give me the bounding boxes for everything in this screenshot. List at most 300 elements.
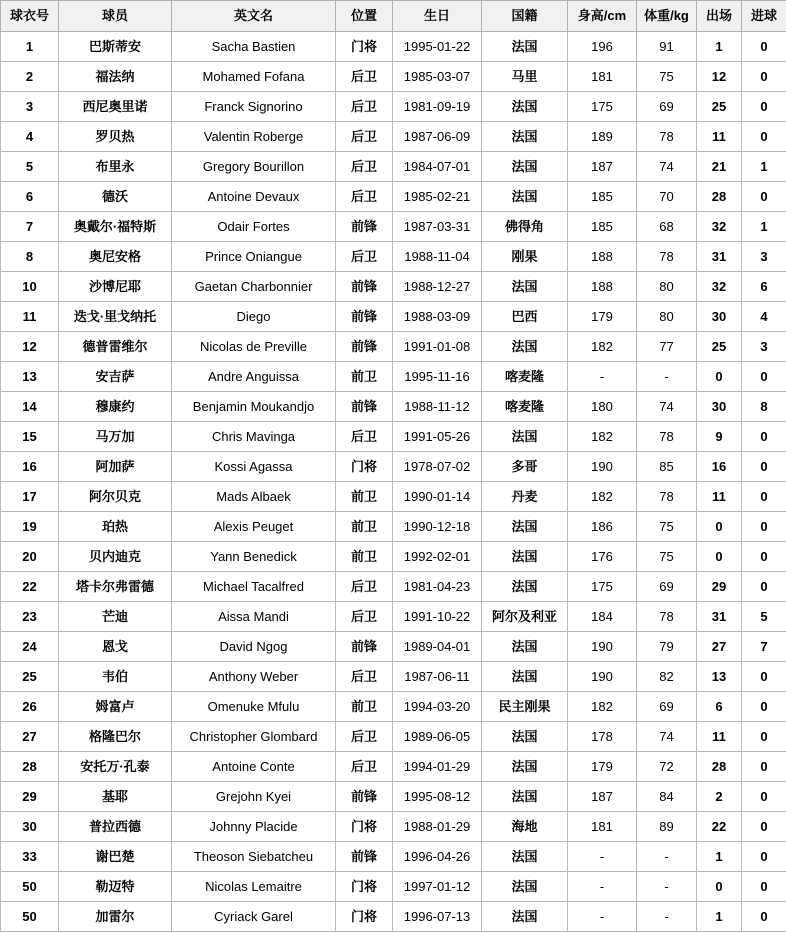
cell-shirt-number: 28 (1, 752, 59, 782)
cell-english-name: Grejohn Kyei (172, 782, 336, 812)
cell-position: 门将 (336, 32, 393, 62)
cell-goals: 5 (742, 602, 786, 632)
cell-goals: 0 (742, 872, 786, 902)
cell-height: 188 (568, 272, 637, 302)
cell-weight: 75 (637, 62, 697, 92)
cell-appearances: 32 (697, 272, 742, 302)
column-header-appearances: 出场 (697, 1, 742, 32)
cell-shirt-number: 30 (1, 812, 59, 842)
cell-shirt-number: 8 (1, 242, 59, 272)
cell-shirt-number: 5 (1, 152, 59, 182)
cell-height: 185 (568, 212, 637, 242)
cell-birthday: 1985-02-21 (393, 182, 482, 212)
table-row (1, 332, 786, 362)
cell-appearances: 11 (697, 122, 742, 152)
cell-birthday: 1990-12-18 (393, 512, 482, 542)
cell-nationality: 法国 (482, 272, 568, 302)
cell-height: - (568, 842, 637, 872)
cell-shirt-number: 50 (1, 872, 59, 902)
cell-appearances: 27 (697, 632, 742, 662)
table-row (1, 392, 786, 422)
cell-height: 190 (568, 632, 637, 662)
table-row (1, 302, 786, 332)
cell-player: 珀热 (59, 512, 172, 542)
cell-appearances: 29 (697, 572, 742, 602)
cell-nationality: 法国 (482, 512, 568, 542)
cell-weight: - (637, 362, 697, 392)
column-header-weight: 体重/kg (637, 1, 697, 32)
table-row (1, 842, 786, 872)
cell-english-name: Yann Benedick (172, 542, 336, 572)
cell-height: - (568, 872, 637, 902)
cell-position: 后卫 (336, 62, 393, 92)
table-header (1, 1, 786, 32)
cell-goals: 0 (742, 122, 786, 152)
cell-nationality: 法国 (482, 872, 568, 902)
cell-weight: 78 (637, 602, 697, 632)
cell-appearances: 1 (697, 32, 742, 62)
cell-position: 前锋 (336, 332, 393, 362)
table-row (1, 482, 786, 512)
cell-birthday: 1988-01-29 (393, 812, 482, 842)
cell-player: 基耶 (59, 782, 172, 812)
cell-goals: 0 (742, 692, 786, 722)
cell-nationality: 法国 (482, 422, 568, 452)
cell-weight: - (637, 902, 697, 932)
table-body (1, 32, 786, 932)
cell-birthday: 1996-07-13 (393, 902, 482, 932)
cell-appearances: 0 (697, 362, 742, 392)
table-row (1, 902, 786, 932)
cell-height: 187 (568, 782, 637, 812)
cell-position: 后卫 (336, 122, 393, 152)
cell-appearances: 0 (697, 542, 742, 572)
cell-english-name: Theoson Siebatcheu (172, 842, 336, 872)
cell-goals: 0 (742, 92, 786, 122)
cell-shirt-number: 4 (1, 122, 59, 152)
cell-height: - (568, 362, 637, 392)
cell-goals: 0 (742, 362, 786, 392)
table-row (1, 122, 786, 152)
cell-goals: 0 (742, 902, 786, 932)
cell-english-name: Omenuke Mfulu (172, 692, 336, 722)
table-row (1, 92, 786, 122)
cell-appearances: 22 (697, 812, 742, 842)
column-header-shirt-number: 球衣号 (1, 1, 59, 32)
table-row (1, 452, 786, 482)
cell-nationality: 法国 (482, 752, 568, 782)
cell-weight: 85 (637, 452, 697, 482)
cell-height: 184 (568, 602, 637, 632)
cell-player: 沙博尼耶 (59, 272, 172, 302)
cell-weight: 78 (637, 242, 697, 272)
cell-english-name: Nicolas de Preville (172, 332, 336, 362)
cell-english-name: Andre Anguissa (172, 362, 336, 392)
cell-english-name: Michael Tacalfred (172, 572, 336, 602)
cell-weight: 78 (637, 482, 697, 512)
cell-goals: 0 (742, 62, 786, 92)
cell-height: 175 (568, 572, 637, 602)
cell-height: 178 (568, 722, 637, 752)
cell-weight: 89 (637, 812, 697, 842)
cell-appearances: 30 (697, 392, 742, 422)
cell-height: 181 (568, 62, 637, 92)
cell-nationality: 法国 (482, 572, 568, 602)
cell-appearances: 9 (697, 422, 742, 452)
cell-english-name: Prince Oniangue (172, 242, 336, 272)
cell-player: 姆富卢 (59, 692, 172, 722)
cell-goals: 0 (742, 842, 786, 872)
table-row (1, 752, 786, 782)
cell-goals: 0 (742, 782, 786, 812)
cell-player: 勒迈特 (59, 872, 172, 902)
cell-goals: 0 (742, 662, 786, 692)
cell-english-name: Chris Mavinga (172, 422, 336, 452)
cell-nationality: 海地 (482, 812, 568, 842)
cell-goals: 0 (742, 512, 786, 542)
column-header-nationality: 国籍 (482, 1, 568, 32)
cell-shirt-number: 50 (1, 902, 59, 932)
cell-position: 后卫 (336, 572, 393, 602)
cell-nationality: 法国 (482, 92, 568, 122)
cell-english-name: Franck Signorino (172, 92, 336, 122)
cell-weight: 82 (637, 662, 697, 692)
cell-goals: 0 (742, 812, 786, 842)
cell-english-name: Anthony Weber (172, 662, 336, 692)
cell-weight: 80 (637, 272, 697, 302)
cell-birthday: 1984-07-01 (393, 152, 482, 182)
cell-shirt-number: 22 (1, 572, 59, 602)
cell-goals: 0 (742, 572, 786, 602)
cell-goals: 0 (742, 182, 786, 212)
cell-shirt-number: 23 (1, 602, 59, 632)
cell-player: 奥尼安格 (59, 242, 172, 272)
cell-english-name: Gaetan Charbonnier (172, 272, 336, 302)
cell-height: 190 (568, 452, 637, 482)
cell-weight: 74 (637, 152, 697, 182)
cell-appearances: 13 (697, 662, 742, 692)
cell-player: 普拉西德 (59, 812, 172, 842)
cell-nationality: 巴西 (482, 302, 568, 332)
cell-birthday: 1987-06-09 (393, 122, 482, 152)
cell-position: 前锋 (336, 632, 393, 662)
header-row (1, 1, 786, 32)
cell-position: 门将 (336, 872, 393, 902)
cell-shirt-number: 3 (1, 92, 59, 122)
cell-shirt-number: 15 (1, 422, 59, 452)
cell-weight: 72 (637, 752, 697, 782)
cell-weight: 69 (637, 572, 697, 602)
cell-player: 布里永 (59, 152, 172, 182)
cell-goals: 0 (742, 722, 786, 752)
cell-player: 芒迪 (59, 602, 172, 632)
cell-height: 182 (568, 332, 637, 362)
cell-birthday: 1994-01-29 (393, 752, 482, 782)
cell-nationality: 法国 (482, 182, 568, 212)
cell-shirt-number: 17 (1, 482, 59, 512)
column-header-height: 身高/cm (568, 1, 637, 32)
cell-position: 前锋 (336, 392, 393, 422)
cell-shirt-number: 19 (1, 512, 59, 542)
cell-birthday: 1991-10-22 (393, 602, 482, 632)
cell-appearances: 11 (697, 482, 742, 512)
cell-appearances: 28 (697, 752, 742, 782)
cell-nationality: 法国 (482, 842, 568, 872)
cell-nationality: 丹麦 (482, 482, 568, 512)
cell-height: 175 (568, 92, 637, 122)
cell-shirt-number: 1 (1, 32, 59, 62)
table-row (1, 782, 786, 812)
cell-weight: 78 (637, 422, 697, 452)
cell-height: 179 (568, 302, 637, 332)
cell-birthday: 1992-02-01 (393, 542, 482, 572)
cell-shirt-number: 11 (1, 302, 59, 332)
cell-weight: 74 (637, 392, 697, 422)
cell-english-name: Sacha Bastien (172, 32, 336, 62)
cell-english-name: Gregory Bourillon (172, 152, 336, 182)
cell-position: 前卫 (336, 512, 393, 542)
cell-appearances: 12 (697, 62, 742, 92)
cell-nationality: 喀麦隆 (482, 362, 568, 392)
cell-birthday: 1981-04-23 (393, 572, 482, 602)
cell-nationality: 法国 (482, 152, 568, 182)
table-row (1, 512, 786, 542)
column-header-goals: 进球 (742, 1, 786, 32)
cell-player: 罗贝热 (59, 122, 172, 152)
cell-shirt-number: 10 (1, 272, 59, 302)
cell-appearances: 30 (697, 302, 742, 332)
cell-nationality: 刚果 (482, 242, 568, 272)
cell-shirt-number: 7 (1, 212, 59, 242)
cell-shirt-number: 33 (1, 842, 59, 872)
cell-shirt-number: 29 (1, 782, 59, 812)
cell-birthday: 1981-09-19 (393, 92, 482, 122)
cell-birthday: 1991-01-08 (393, 332, 482, 362)
cell-player: 恩戈 (59, 632, 172, 662)
cell-english-name: Antoine Devaux (172, 182, 336, 212)
cell-height: 189 (568, 122, 637, 152)
cell-position: 前卫 (336, 542, 393, 572)
cell-birthday: 1989-06-05 (393, 722, 482, 752)
cell-birthday: 1987-03-31 (393, 212, 482, 242)
cell-appearances: 1 (697, 842, 742, 872)
cell-english-name: Mads Albaek (172, 482, 336, 512)
cell-position: 前锋 (336, 782, 393, 812)
cell-appearances: 21 (697, 152, 742, 182)
table-row (1, 362, 786, 392)
cell-weight: 68 (637, 212, 697, 242)
cell-birthday: 1996-04-26 (393, 842, 482, 872)
cell-position: 前锋 (336, 842, 393, 872)
cell-weight: 69 (637, 92, 697, 122)
cell-position: 后卫 (336, 752, 393, 782)
cell-position: 后卫 (336, 92, 393, 122)
cell-english-name: Odair Fortes (172, 212, 336, 242)
cell-english-name: Nicolas Lemaitre (172, 872, 336, 902)
cell-nationality: 法国 (482, 122, 568, 152)
cell-player: 巴斯蒂安 (59, 32, 172, 62)
cell-player: 德普雷维尔 (59, 332, 172, 362)
cell-nationality: 法国 (482, 632, 568, 662)
cell-weight: 69 (637, 692, 697, 722)
cell-goals: 6 (742, 272, 786, 302)
cell-birthday: 1988-11-04 (393, 242, 482, 272)
cell-goals: 0 (742, 542, 786, 572)
cell-birthday: 1994-03-20 (393, 692, 482, 722)
cell-position: 前锋 (336, 212, 393, 242)
cell-birthday: 1997-01-12 (393, 872, 482, 902)
cell-player: 阿尔贝克 (59, 482, 172, 512)
cell-shirt-number: 16 (1, 452, 59, 482)
cell-weight: 91 (637, 32, 697, 62)
cell-shirt-number: 27 (1, 722, 59, 752)
cell-english-name: Antoine Conte (172, 752, 336, 782)
cell-height: 182 (568, 482, 637, 512)
cell-height: 182 (568, 422, 637, 452)
cell-height: 182 (568, 692, 637, 722)
cell-goals: 3 (742, 332, 786, 362)
cell-goals: 8 (742, 392, 786, 422)
cell-english-name: David Ngog (172, 632, 336, 662)
cell-height: 176 (568, 542, 637, 572)
cell-player: 塔卡尔弗雷德 (59, 572, 172, 602)
cell-player: 马万加 (59, 422, 172, 452)
cell-birthday: 1995-01-22 (393, 32, 482, 62)
cell-english-name: Aissa Mandi (172, 602, 336, 632)
cell-weight: - (637, 842, 697, 872)
cell-english-name: Kossi Agassa (172, 452, 336, 482)
cell-nationality: 佛得角 (482, 212, 568, 242)
cell-birthday: 1988-12-27 (393, 272, 482, 302)
cell-weight: 78 (637, 122, 697, 152)
cell-nationality: 法国 (482, 32, 568, 62)
cell-player: 奥戴尔·福特斯 (59, 212, 172, 242)
cell-position: 前锋 (336, 302, 393, 332)
cell-position: 前卫 (336, 692, 393, 722)
cell-nationality: 法国 (482, 542, 568, 572)
cell-appearances: 28 (697, 182, 742, 212)
cell-appearances: 25 (697, 332, 742, 362)
table-row (1, 182, 786, 212)
cell-position: 后卫 (336, 182, 393, 212)
column-header-position: 位置 (336, 1, 393, 32)
table-row (1, 572, 786, 602)
cell-player: 西尼奥里诺 (59, 92, 172, 122)
cell-shirt-number: 12 (1, 332, 59, 362)
cell-position: 后卫 (336, 422, 393, 452)
cell-nationality: 阿尔及利亚 (482, 602, 568, 632)
cell-goals: 0 (742, 752, 786, 782)
cell-appearances: 1 (697, 902, 742, 932)
cell-weight: 80 (637, 302, 697, 332)
cell-appearances: 25 (697, 92, 742, 122)
cell-goals: 0 (742, 32, 786, 62)
cell-position: 后卫 (336, 152, 393, 182)
cell-position: 后卫 (336, 242, 393, 272)
table-row (1, 32, 786, 62)
cell-weight: 75 (637, 542, 697, 572)
cell-height: 180 (568, 392, 637, 422)
cell-birthday: 1978-07-02 (393, 452, 482, 482)
table-row (1, 62, 786, 92)
cell-shirt-number: 6 (1, 182, 59, 212)
cell-shirt-number: 24 (1, 632, 59, 662)
cell-player: 德沃 (59, 182, 172, 212)
cell-appearances: 0 (697, 512, 742, 542)
table-row (1, 722, 786, 752)
cell-height: 190 (568, 662, 637, 692)
cell-english-name: Benjamin Moukandjo (172, 392, 336, 422)
cell-shirt-number: 26 (1, 692, 59, 722)
cell-nationality: 法国 (482, 722, 568, 752)
cell-player: 谢巴楚 (59, 842, 172, 872)
cell-shirt-number: 25 (1, 662, 59, 692)
table-row (1, 812, 786, 842)
cell-height: 179 (568, 752, 637, 782)
cell-nationality: 多哥 (482, 452, 568, 482)
cell-birthday: 1995-08-12 (393, 782, 482, 812)
cell-appearances: 31 (697, 602, 742, 632)
cell-birthday: 1985-03-07 (393, 62, 482, 92)
cell-nationality: 民主刚果 (482, 692, 568, 722)
cell-birthday: 1990-01-14 (393, 482, 482, 512)
cell-player: 安吉萨 (59, 362, 172, 392)
cell-player: 安托万·孔泰 (59, 752, 172, 782)
cell-english-name: Valentin Roberge (172, 122, 336, 152)
cell-weight: 74 (637, 722, 697, 752)
cell-height: 181 (568, 812, 637, 842)
cell-position: 门将 (336, 902, 393, 932)
cell-appearances: 31 (697, 242, 742, 272)
cell-player: 迭戈·里戈纳托 (59, 302, 172, 332)
cell-birthday: 1987-06-11 (393, 662, 482, 692)
table-row (1, 632, 786, 662)
cell-english-name: Alexis Peuget (172, 512, 336, 542)
cell-appearances: 2 (697, 782, 742, 812)
table-row (1, 152, 786, 182)
cell-position: 门将 (336, 812, 393, 842)
table-row (1, 662, 786, 692)
cell-appearances: 0 (697, 872, 742, 902)
cell-height: - (568, 902, 637, 932)
cell-weight: 70 (637, 182, 697, 212)
cell-nationality: 法国 (482, 332, 568, 362)
cell-position: 前锋 (336, 272, 393, 302)
table-row (1, 602, 786, 632)
cell-weight: 77 (637, 332, 697, 362)
cell-english-name: Cyriack Garel (172, 902, 336, 932)
table-row (1, 872, 786, 902)
table-row (1, 542, 786, 572)
cell-height: 196 (568, 32, 637, 62)
cell-position: 后卫 (336, 602, 393, 632)
cell-goals: 7 (742, 632, 786, 662)
cell-height: 186 (568, 512, 637, 542)
table-row (1, 422, 786, 452)
cell-height: 187 (568, 152, 637, 182)
cell-player: 阿加萨 (59, 452, 172, 482)
cell-weight: 75 (637, 512, 697, 542)
cell-goals: 4 (742, 302, 786, 332)
cell-height: 185 (568, 182, 637, 212)
cell-nationality: 法国 (482, 662, 568, 692)
cell-birthday: 1989-04-01 (393, 632, 482, 662)
table-row (1, 212, 786, 242)
cell-shirt-number: 20 (1, 542, 59, 572)
cell-nationality: 喀麦隆 (482, 392, 568, 422)
cell-english-name: Diego (172, 302, 336, 332)
cell-appearances: 32 (697, 212, 742, 242)
